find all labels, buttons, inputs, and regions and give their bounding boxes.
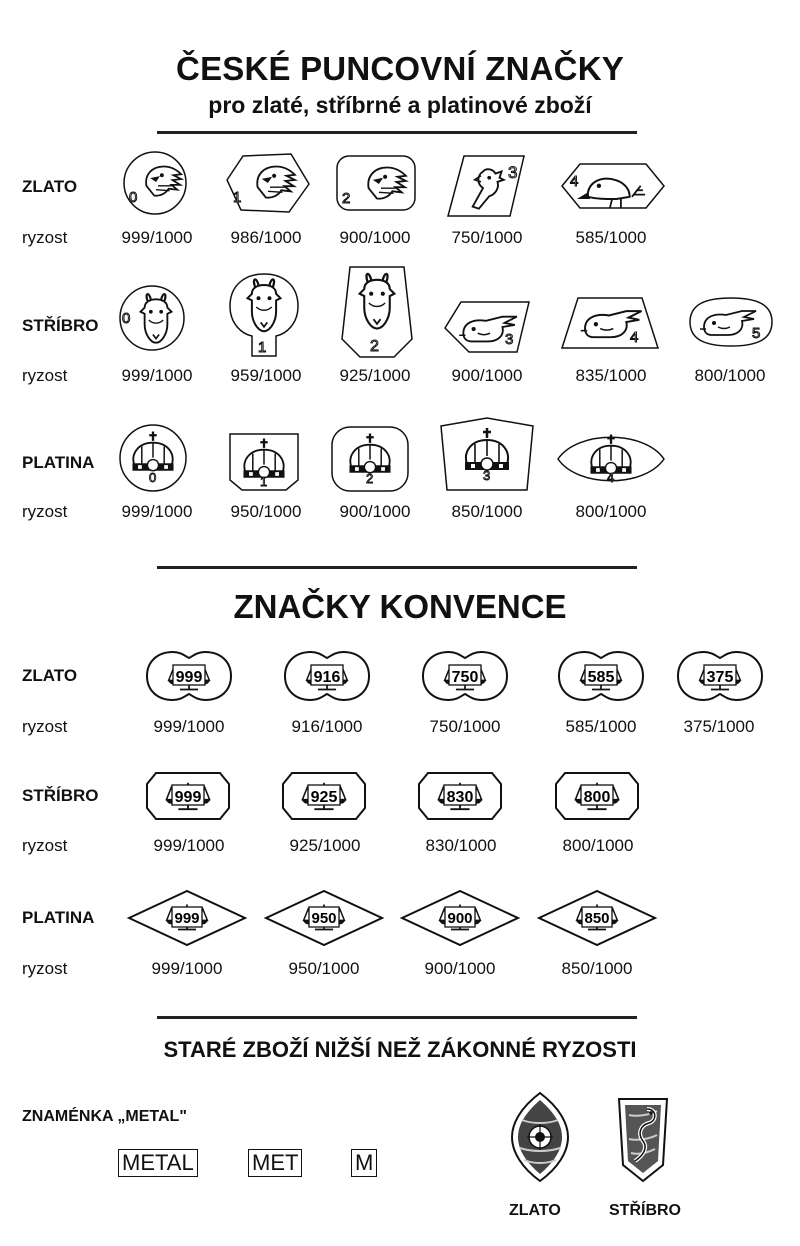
convention-silver-value: 999/1000 bbox=[153, 836, 225, 855]
convention-platinum-950-mark bbox=[263, 888, 385, 948]
hallmark-digit: 0 bbox=[122, 310, 131, 327]
convention-platinum-value: 950/1000 bbox=[288, 959, 360, 978]
czech-silver-value: 925/1000 bbox=[339, 366, 411, 385]
convention-number: 999 bbox=[174, 910, 200, 927]
convention-number: 850 bbox=[584, 910, 610, 927]
divider-bottom bbox=[157, 1016, 637, 1019]
czech-platinum-label: PLATINA bbox=[22, 453, 95, 472]
czech-platinum-ryzost-label: ryzost bbox=[22, 502, 68, 521]
convention-silver-ryzost-label: ryzost bbox=[22, 836, 68, 855]
convention-silver-925-mark bbox=[280, 770, 368, 822]
convention-silver-value: 925/1000 bbox=[289, 836, 361, 855]
czech-platinum-value: 900/1000 bbox=[339, 502, 411, 521]
convention-gold-ryzost-label: ryzost bbox=[22, 717, 68, 736]
hallmark-digit: 1 bbox=[260, 474, 268, 489]
czech-silver-ryzost-label: ryzost bbox=[22, 366, 68, 385]
hallmark-digit: 2 bbox=[342, 190, 351, 207]
czech-platinum-value: 999/1000 bbox=[121, 502, 193, 521]
hallmark-silver-900-hare bbox=[441, 298, 533, 356]
metal-marks-label: ZNAMÉNKA „METAL" bbox=[22, 1108, 187, 1125]
metal-mark-metal: METAL bbox=[118, 1149, 198, 1177]
czech-gold-value: 750/1000 bbox=[451, 228, 523, 247]
hallmark-gold-900-eagle bbox=[334, 153, 418, 213]
old-silver-mark bbox=[613, 1095, 673, 1183]
czech-silver-value: 959/1000 bbox=[230, 366, 302, 385]
convention-gold-916-mark bbox=[281, 648, 373, 704]
convention-silver-label: STŘÍBRO bbox=[22, 786, 99, 805]
hallmark-digit: 1 bbox=[258, 339, 267, 356]
hallmark-gold-750-rooster bbox=[444, 152, 530, 220]
hallmark-silver-925-goat bbox=[340, 265, 414, 359]
convention-platinum-value: 850/1000 bbox=[561, 959, 633, 978]
hallmark-gold-585-bird bbox=[558, 160, 668, 212]
convention-gold-value: 585/1000 bbox=[565, 717, 637, 736]
divider-middle bbox=[157, 566, 637, 569]
convention-title: ZNAČKY KONVENCE bbox=[233, 588, 567, 625]
convention-platinum-label: PLATINA bbox=[22, 908, 95, 927]
metal-mark-met: MET bbox=[248, 1149, 302, 1177]
page-title: ČESKÉ PUNCOVNÍ ZNAČKY bbox=[176, 50, 624, 87]
hallmark-platinum-900-crown bbox=[330, 425, 410, 493]
convention-platinum-850-mark bbox=[536, 888, 658, 948]
hallmark-silver-800-hare bbox=[686, 294, 776, 350]
hallmark-silver-999-goat bbox=[117, 283, 187, 353]
hallmark-digit: 3 bbox=[508, 163, 518, 182]
hallmark-digit: 4 bbox=[570, 173, 579, 190]
hallmark-digit: 2 bbox=[370, 338, 379, 355]
czech-platinum-value: 950/1000 bbox=[230, 502, 302, 521]
convention-number: 916 bbox=[313, 669, 341, 686]
hallmark-platinum-999-crown bbox=[117, 422, 189, 494]
czech-gold-value: 585/1000 bbox=[575, 228, 647, 247]
hallmark-digit: 1 bbox=[233, 189, 242, 206]
convention-platinum-value: 900/1000 bbox=[424, 959, 496, 978]
old-goods-title: STARÉ ZBOŽÍ NIŽŠÍ NEŽ ZÁKONNÉ RYZOSTI bbox=[163, 1037, 637, 1062]
convention-gold-585-mark bbox=[555, 648, 647, 704]
convention-silver-800-mark bbox=[553, 770, 641, 822]
old-gold-mark bbox=[508, 1090, 572, 1184]
czech-silver-value: 900/1000 bbox=[451, 366, 523, 385]
hallmark-digit: 3 bbox=[483, 468, 491, 483]
convention-silver-830-mark bbox=[416, 770, 504, 822]
convention-number: 585 bbox=[587, 669, 615, 686]
convention-platinum-999-mark bbox=[126, 888, 248, 948]
convention-silver-value: 800/1000 bbox=[562, 836, 634, 855]
convention-gold-value: 375/1000 bbox=[683, 717, 755, 736]
hallmark-gold-999-eagle bbox=[117, 150, 193, 216]
czech-gold-label: ZLATO bbox=[22, 177, 78, 196]
convention-silver-value: 830/1000 bbox=[425, 836, 497, 855]
hallmark-silver-835-hare bbox=[558, 294, 662, 354]
hallmark-silver-959-goat bbox=[228, 272, 300, 360]
convention-gold-999-mark bbox=[143, 648, 235, 704]
convention-number: 900 bbox=[447, 910, 473, 927]
hallmark-digit: 5 bbox=[752, 325, 761, 342]
convention-number: 950 bbox=[311, 910, 337, 927]
czech-gold-value: 986/1000 bbox=[230, 228, 302, 247]
convention-number: 999 bbox=[175, 669, 203, 686]
czech-gold-ryzost-label: ryzost bbox=[22, 228, 68, 247]
convention-number: 999 bbox=[174, 789, 202, 806]
convention-number: 750 bbox=[451, 669, 479, 686]
convention-number: 800 bbox=[583, 789, 611, 806]
page-subtitle: pro zlaté, stříbrné a platinové zboží bbox=[208, 92, 592, 118]
metal-mark-m: M bbox=[351, 1149, 377, 1177]
hallmark-digit: 2 bbox=[366, 471, 374, 486]
czech-silver-label: STŘÍBRO bbox=[22, 316, 99, 335]
hallmark-digit: 4 bbox=[607, 470, 615, 485]
old-silver-caption: STŘÍBRO bbox=[609, 1202, 681, 1219]
convention-silver-999-mark bbox=[144, 770, 232, 822]
convention-gold-value: 999/1000 bbox=[153, 717, 225, 736]
convention-number: 925 bbox=[310, 789, 338, 806]
old-gold-caption: ZLATO bbox=[509, 1202, 561, 1219]
hallmark-platinum-800-crown bbox=[556, 426, 666, 492]
hallmark-platinum-950-crown bbox=[228, 432, 300, 492]
czech-silver-value: 999/1000 bbox=[121, 366, 193, 385]
hallmark-gold-986-eagle bbox=[219, 150, 313, 216]
czech-silver-value: 800/1000 bbox=[694, 366, 766, 385]
convention-gold-750-mark bbox=[419, 648, 511, 704]
convention-platinum-value: 999/1000 bbox=[151, 959, 223, 978]
convention-platinum-ryzost-label: ryzost bbox=[22, 959, 68, 978]
convention-number: 830 bbox=[446, 789, 474, 806]
hallmark-platinum-850-crown bbox=[439, 416, 535, 492]
convention-gold-value: 750/1000 bbox=[429, 717, 501, 736]
convention-platinum-900-mark bbox=[399, 888, 521, 948]
czech-silver-value: 835/1000 bbox=[575, 366, 647, 385]
hallmark-digit: 0 bbox=[129, 189, 138, 206]
czech-platinum-value: 800/1000 bbox=[575, 502, 647, 521]
convention-gold-label: ZLATO bbox=[22, 666, 78, 685]
divider-top bbox=[157, 131, 637, 134]
hallmark-digit: 3 bbox=[505, 331, 514, 348]
czech-gold-value: 900/1000 bbox=[339, 228, 411, 247]
convention-gold-375-mark bbox=[674, 648, 766, 704]
czech-gold-value: 999/1000 bbox=[121, 228, 193, 247]
hallmark-digit: 0 bbox=[149, 470, 157, 485]
hallmark-digit: 4 bbox=[630, 329, 639, 346]
convention-gold-value: 916/1000 bbox=[291, 717, 363, 736]
convention-number: 375 bbox=[706, 669, 734, 686]
czech-platinum-value: 850/1000 bbox=[451, 502, 523, 521]
